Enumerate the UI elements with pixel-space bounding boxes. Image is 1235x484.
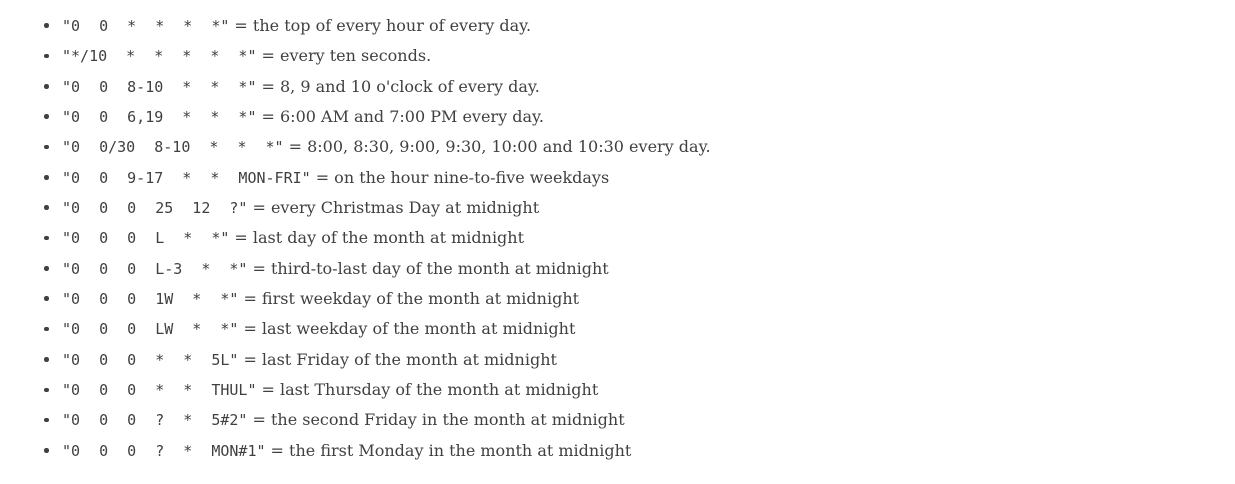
cron-expression: "0 0 0 LW * *": [62, 320, 239, 339]
list-item: [62, 254, 1235, 284]
cron-expression: "0 0 0 ? * 5#2": [62, 411, 248, 430]
list-item: [62, 193, 1235, 223]
list-item: [62, 345, 1235, 375]
cron-expression: "0 0 0 1W * *": [62, 290, 239, 309]
cron-description: = first weekday of the month at midnight: [243, 289, 580, 309]
bullet-icon: [44, 84, 49, 89]
list-item: [62, 163, 1235, 193]
cron-expression: "0 0 0 L * *": [62, 229, 230, 248]
cron-expression: "0 0 0 ? * MON#1": [62, 441, 266, 460]
bullet-icon: [44, 54, 49, 59]
list-item: [62, 223, 1235, 253]
cron-description: = third-to-last day of the month at midnight: [252, 258, 609, 278]
cron-description: = the top of every hour of every day.: [234, 16, 532, 35]
list-item: [62, 102, 1235, 132]
cron-description: = last Thursday of the month at midnight: [261, 380, 599, 400]
cron-description: = 8, 9 and 10 o'clock of every day.: [261, 76, 540, 96]
cron-description: = last day of the month at midnight: [234, 228, 525, 248]
list-item: [62, 11, 1235, 41]
cron-description: = the second Friday in the month at midnight: [252, 410, 625, 430]
list-item: [62, 41, 1235, 71]
bullet-icon: [44, 448, 49, 453]
cron-description: = last Friday of the month at midnight: [243, 349, 557, 369]
cron-description: = on the hour nine-to-five weekdays: [315, 167, 610, 187]
bullet-icon: [44, 145, 49, 150]
cron-description: = every Christmas Day at midnight: [252, 198, 540, 218]
bullet-icon: [44, 418, 49, 423]
cron-expression: "0 0/30 8-10 * * *": [62, 138, 284, 157]
list-item: [62, 72, 1235, 102]
cron-expression: "0 0 * * * *": [62, 17, 230, 35]
list-item: [62, 284, 1235, 314]
cron-expression: "*/10 * * * * *": [62, 47, 257, 66]
list-item: [62, 132, 1235, 162]
bullet-icon: [44, 266, 49, 271]
list-item: [62, 436, 1235, 466]
cron-expression: "0 0 0 L-3 * *": [62, 259, 248, 278]
bullet-icon: [44, 114, 49, 119]
list-item: [62, 405, 1235, 435]
list-item: [62, 375, 1235, 405]
cron-description: = 8:00, 8:30, 9:00, 9:30, 10:00 and 10:30 every day.: [288, 137, 711, 157]
cron-examples-list: [0, 11, 1235, 466]
cron-description: = every ten seconds.: [261, 46, 432, 66]
bullet-icon: [44, 357, 49, 362]
cron-expression: "0 0 0 25 12 ?": [62, 199, 248, 218]
cron-expression: "0 0 0 * * THUL": [62, 381, 257, 400]
list-item: [62, 314, 1235, 344]
cron-description: = the first Monday in the month at midnight: [270, 440, 632, 460]
bullet-icon: [44, 205, 49, 210]
cron-expression: "0 0 9-17 * * MON-FRI": [62, 168, 311, 187]
cron-expression: "0 0 6,19 * * *": [62, 108, 257, 127]
cron-description: = 6:00 AM and 7:00 PM every day.: [261, 107, 544, 127]
bullet-icon: [44, 327, 49, 332]
bullet-icon: [44, 296, 49, 301]
bullet-icon: [44, 175, 49, 180]
cron-description: = last weekday of the month at midnight: [243, 319, 576, 339]
bullet-icon: [44, 236, 49, 241]
cron-expression: "0 0 8-10 * * *": [62, 77, 257, 96]
bullet-icon: [44, 23, 49, 28]
bullet-icon: [44, 388, 49, 393]
cron-expression: "0 0 0 * * 5L": [62, 350, 239, 369]
